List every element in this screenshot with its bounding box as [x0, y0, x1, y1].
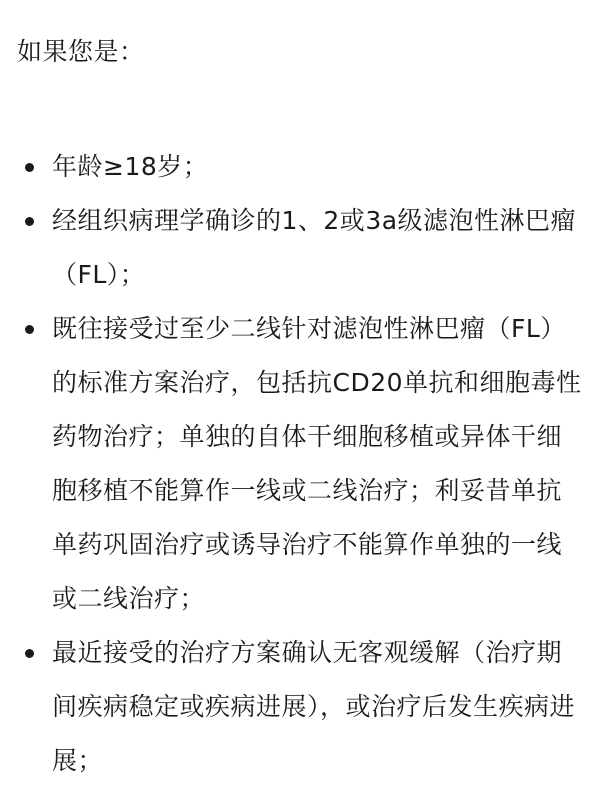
list-item: [0, 194, 600, 302]
list-item: [0, 302, 600, 626]
bullet-icon: [25, 325, 34, 334]
criterion-text: 既往接受过至少二线针对滤泡性淋巴瘤（FL）的标准方案治疗，包括抗CD20单抗和细胞毒性药物治疗；单独的自体干细胞移植或异体干细胞移植不能算作一线或二线治疗；利妥昔单抗单药巩固治疗或诱导治疗不能算作单独的一线或二线治疗；: [52, 314, 582, 613]
bullet-icon: [25, 163, 34, 172]
list-item: [0, 140, 600, 194]
criterion-text: 年龄≥18岁；: [52, 152, 209, 181]
list-item: [0, 626, 600, 788]
bullet-icon: [25, 217, 34, 226]
intro-text: 如果您是：: [17, 37, 145, 66]
criterion-text: 经组织病理学确诊的1、2或3a级滤泡性淋巴瘤（FL）；: [52, 206, 577, 289]
bullet-icon: [25, 649, 34, 658]
criteria-list: [0, 140, 600, 788]
criterion-text: 最近接受的治疗方案确认无客观缓解（治疗期间疾病稳定或疾病进展），或治疗后发生疾病进展；: [52, 638, 576, 775]
